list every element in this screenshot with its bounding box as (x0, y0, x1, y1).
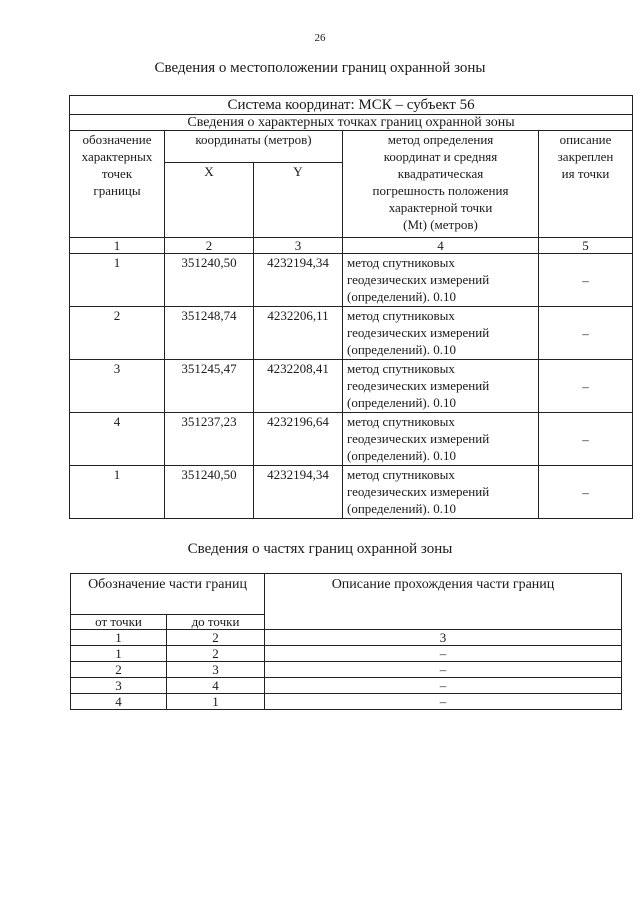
description-cell: – (539, 466, 633, 519)
from-cell: 3 (71, 678, 167, 694)
column-number: 4 (343, 238, 539, 254)
description-cell: – (539, 360, 633, 413)
description-cell: – (539, 254, 633, 307)
header-description: описание закреплен ия точки (539, 131, 633, 238)
x-cell: 351248,74 (165, 307, 254, 360)
y-cell: 4232206,11 (254, 307, 343, 360)
column-number: 3 (265, 630, 622, 646)
header-y: Y (254, 163, 343, 238)
table-row (71, 694, 622, 710)
point-cell: 3 (70, 360, 165, 413)
header-passage-description: Описание прохождения части границ (265, 574, 622, 630)
description-cell: – (539, 307, 633, 360)
header-from-point: от точки (71, 615, 167, 630)
to-cell: 3 (167, 662, 265, 678)
table-row (70, 307, 633, 360)
passage-cell: – (265, 694, 622, 710)
page-number: 26 (314, 32, 326, 44)
to-cell: 4 (167, 678, 265, 694)
y-cell: 4232208,41 (254, 360, 343, 413)
column-number: 2 (167, 630, 265, 646)
y-cell: 4232194,34 (254, 254, 343, 307)
header-method: метод определения координат и средняя квадратическая погрешность положения характерной точки (Mt) (метров) (343, 131, 539, 238)
x-cell: 351240,50 (165, 466, 254, 519)
x-cell: 351237,23 (165, 413, 254, 466)
to-cell: 1 (167, 694, 265, 710)
y-cell: 4232194,34 (254, 466, 343, 519)
boundary-parts-table (70, 573, 622, 710)
header-point: обозначение характерных точек границы (70, 131, 165, 238)
description-cell: – (539, 413, 633, 466)
characteristic-points-table (69, 95, 633, 519)
to-cell: 2 (167, 646, 265, 662)
method-cell: метод спутниковых геодезических измерений (определений). 0.10 (343, 466, 539, 519)
x-cell: 351245,47 (165, 360, 254, 413)
point-cell: 2 (70, 307, 165, 360)
method-cell: метод спутниковых геодезических измерений (определений). 0.10 (343, 254, 539, 307)
table-row (70, 254, 633, 307)
method-cell: метод спутниковых геодезических измерений (определений). 0.10 (343, 360, 539, 413)
table-row (70, 360, 633, 413)
table-row (71, 646, 622, 662)
title-location: Сведения о местоположении границ охранной зоны (154, 60, 486, 76)
x-cell: 351240,50 (165, 254, 254, 307)
passage-cell: – (265, 678, 622, 694)
from-cell: 1 (71, 646, 167, 662)
coordinate-system: Система координат: МСК – субъект 56 (70, 96, 633, 115)
y-cell: 4232196,64 (254, 413, 343, 466)
table-row (71, 678, 622, 694)
column-number: 2 (165, 238, 254, 254)
column-number: 5 (539, 238, 633, 254)
point-cell: 1 (70, 254, 165, 307)
table-row (70, 413, 633, 466)
passage-cell: – (265, 646, 622, 662)
from-cell: 4 (71, 694, 167, 710)
column-number: 1 (70, 238, 165, 254)
column-number: 1 (71, 630, 167, 646)
header-to-point: до точки (167, 615, 265, 630)
title-parts: Сведения о частях границ охранной зоны (187, 541, 453, 557)
table-row (70, 466, 633, 519)
header-x: X (165, 163, 254, 238)
table-subtitle: Сведения о характерных точках границ охранной зоны (70, 115, 633, 131)
method-cell: метод спутниковых геодезических измерений (определений). 0.10 (343, 307, 539, 360)
column-number: 3 (254, 238, 343, 254)
method-cell: метод спутниковых геодезических измерений (определений). 0.10 (343, 413, 539, 466)
column-numbers-row (71, 630, 622, 646)
header-coordinates: координаты (метров) (165, 131, 343, 163)
passage-cell: – (265, 662, 622, 678)
from-cell: 2 (71, 662, 167, 678)
table-row (71, 662, 622, 678)
point-cell: 1 (70, 466, 165, 519)
column-numbers-row (70, 238, 633, 254)
point-cell: 4 (70, 413, 165, 466)
header-designation: Обозначение части границ (71, 574, 265, 615)
